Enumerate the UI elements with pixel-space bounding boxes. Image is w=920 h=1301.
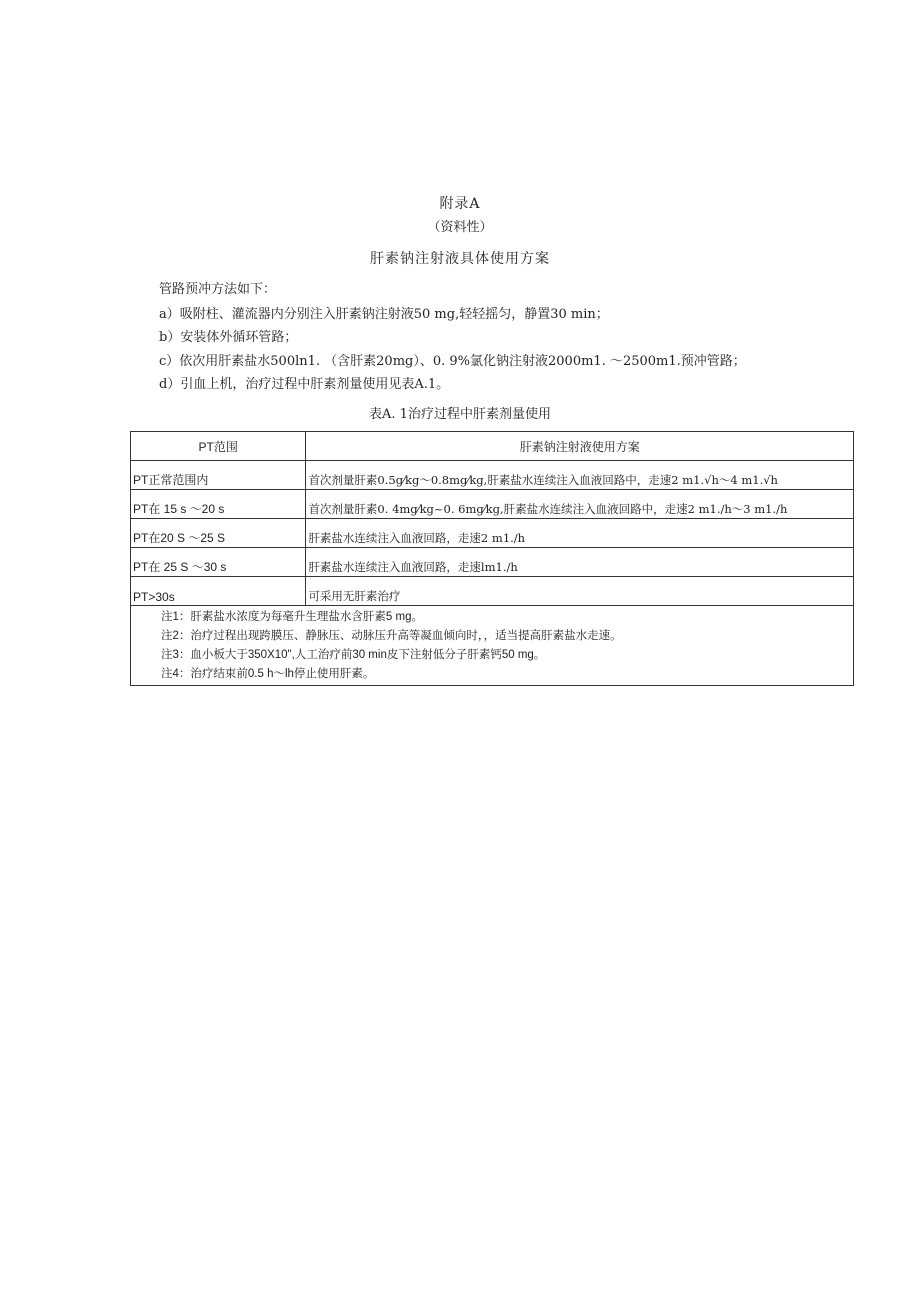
table-row [131,519,854,548]
table-header-row [131,432,854,461]
usage-plan-cell: 肝素盐水连续注入血液回路，走速2 m1./h [306,519,854,548]
pt-range-cell: PT>30s [131,577,306,606]
table-notes-row [131,606,854,686]
table-row [131,577,854,606]
pt-range-cell: PT在20 S ～25 S [131,519,306,548]
step-a: a）吸附柱、灌流器内分别注入肝素钠注射液50 mg,轻轻摇匀，静置30 min； [159,307,609,322]
appendix-title: 附录A [439,196,481,212]
note-4: 注4：治疗结束前0.5 h～lh停止使用肝素。 [161,668,375,680]
pt-range-cell: PT正常范围内 [131,461,306,490]
heparin-dosage-table [130,431,854,686]
note-3: 注3：血小板大于350X10",人工治疗前30 min皮下注射低分子肝素钙50 mg。 [161,649,546,661]
table-row [131,490,854,519]
note-1: 注1：肝素盐水浓度为每毫升生理盐水含肝素5 mg。 [161,611,423,623]
header-usage-plan: 肝素钠注射液使用方案 [306,432,854,461]
usage-plan-cell: 首次剂量肝素0. 4mg⁄kg~0. 6mg⁄kg,肝素盐水连续注入血液回路中，走速2 m1./h～3 m1./h [306,490,854,519]
appendix-subtitle: （资料性） [427,220,493,235]
header-pt-range: PT范围 [131,432,306,461]
table-caption: 表A. 1治疗过程中肝素剂量使用 [369,407,551,422]
step-b: b）安装体外循环管路； [159,330,298,345]
table-row [131,548,854,577]
table-row [131,461,854,490]
usage-plan-cell: 首次剂量肝素0.5g⁄kg～0.8mg⁄kg,肝素盐水连续注入血液回路中，走速2 m1.√h～4 m1.√h [306,461,854,490]
table-notes [131,606,854,686]
step-d: d）引血上机，治疗过程中肝素剂量使用见表A.1。 [159,377,450,392]
pt-range-cell: PT在 15 s ～20 s [131,490,306,519]
intro-paragraph: 管路预冲方法如下： [159,282,277,297]
usage-plan-cell: 可采用无肝素治疗 [306,577,854,606]
step-c: c）依次用肝素盐水500ln1. （含肝素20mg）、0. 9%氯化钠注射液2000m1. ～2500m1.预冲管路； [159,354,746,369]
usage-plan-cell: 肝素盐水连续注入血液回路，走速lm1./h [306,548,854,577]
note-2: 注2：治疗过程出现跨膜压、静脉压、动脉压升高等凝血倾向时，，适当提高肝素盐水走速。 [161,630,622,642]
pt-range-cell: PT在 25 S ～30 s [131,548,306,577]
document-heading: 肝素钠注射液具体使用方案 [370,251,550,267]
